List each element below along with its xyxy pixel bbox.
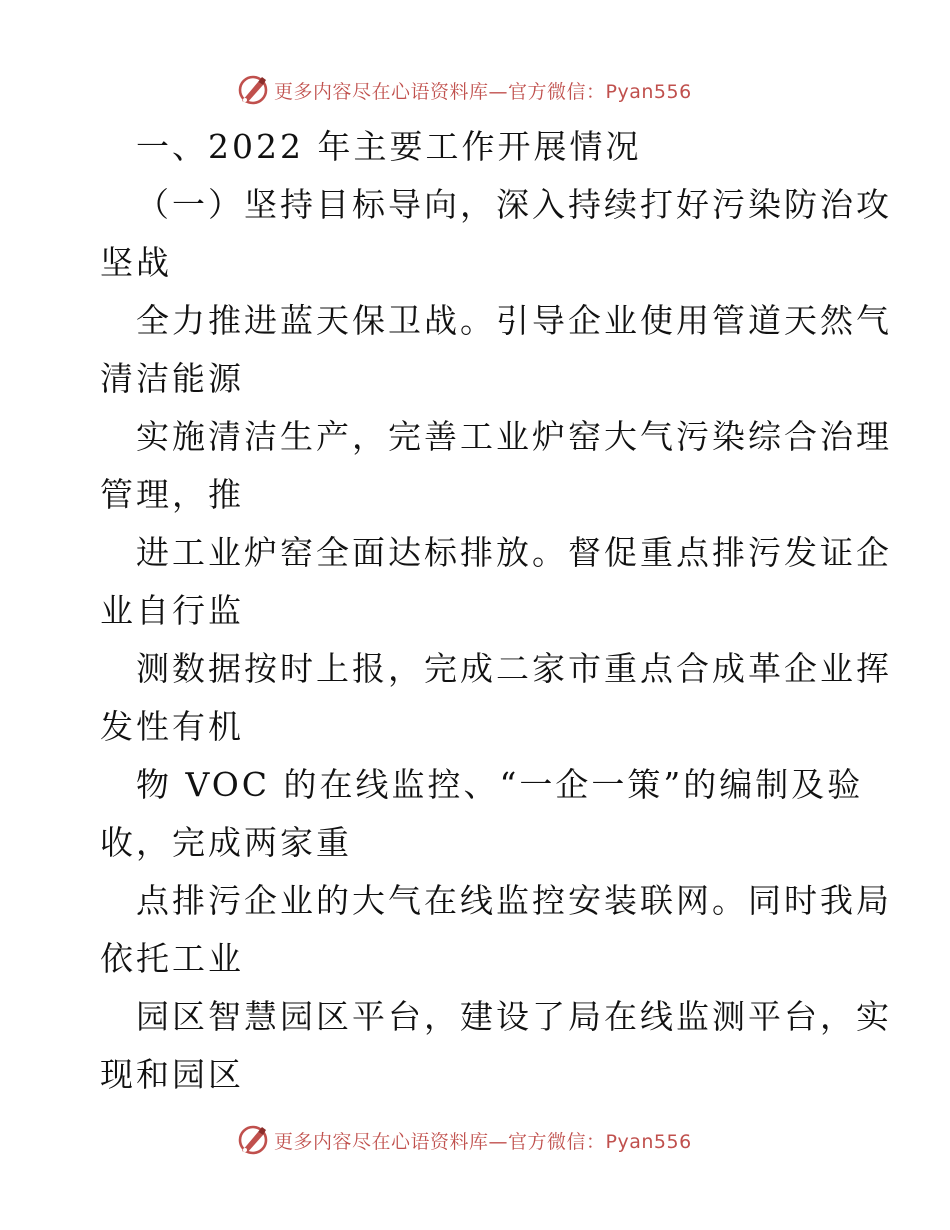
footer-watermark-text: 更多内容尽在心语资料库—官方微信：Pyan556 — [274, 1130, 692, 1153]
paragraph-line: 业自行监 — [100, 591, 244, 630]
paragraph-line: 点排污企业的大气在线监控安装联网。同时我局 — [136, 881, 892, 920]
paragraph-line: 收，完成两家重 — [100, 823, 352, 862]
subheading-line: （一）坚持目标导向，深入持续打好污染防治攻 — [136, 185, 892, 224]
paragraph-line: 全力推进蓝天保卫战。引导企业使用管道天然气 — [136, 301, 892, 340]
paragraph-line: 管理，推 — [100, 475, 244, 514]
paragraph-line: 依托工业 — [100, 939, 244, 978]
header-watermark-banner — [236, 72, 756, 108]
paragraph-line: 物 VOC 的在线监控、“一企一策”的编制及验 — [136, 765, 864, 804]
footer-watermark-banner — [236, 1122, 756, 1158]
paragraph-line: 测数据按时上报，完成二家市重点合成革企业挥 — [136, 649, 892, 688]
paragraph-line: 清洁能源 — [100, 359, 244, 398]
paragraph-line: 进工业炉窑全面达标排放。督促重点排污发证企 — [136, 533, 892, 572]
subheading-line: 坚战 — [100, 243, 172, 282]
paragraph-line: 现和园区 — [100, 1055, 244, 1094]
paragraph-line: 园区智慧园区平台，建设了局在线监测平台，实 — [136, 997, 892, 1036]
pen-logo-icon — [236, 1123, 270, 1157]
header-watermark-text: 更多内容尽在心语资料库—官方微信：Pyan556 — [274, 80, 692, 103]
pen-logo-icon — [236, 73, 270, 107]
paragraph-line: 发性有机 — [100, 707, 244, 746]
section-heading: 一、2022 年主要工作开展情况 — [136, 127, 642, 166]
paragraph-line: 实施清洁生产，完善工业炉窑大气污染综合治理 — [136, 417, 892, 456]
document-body — [100, 118, 892, 1104]
